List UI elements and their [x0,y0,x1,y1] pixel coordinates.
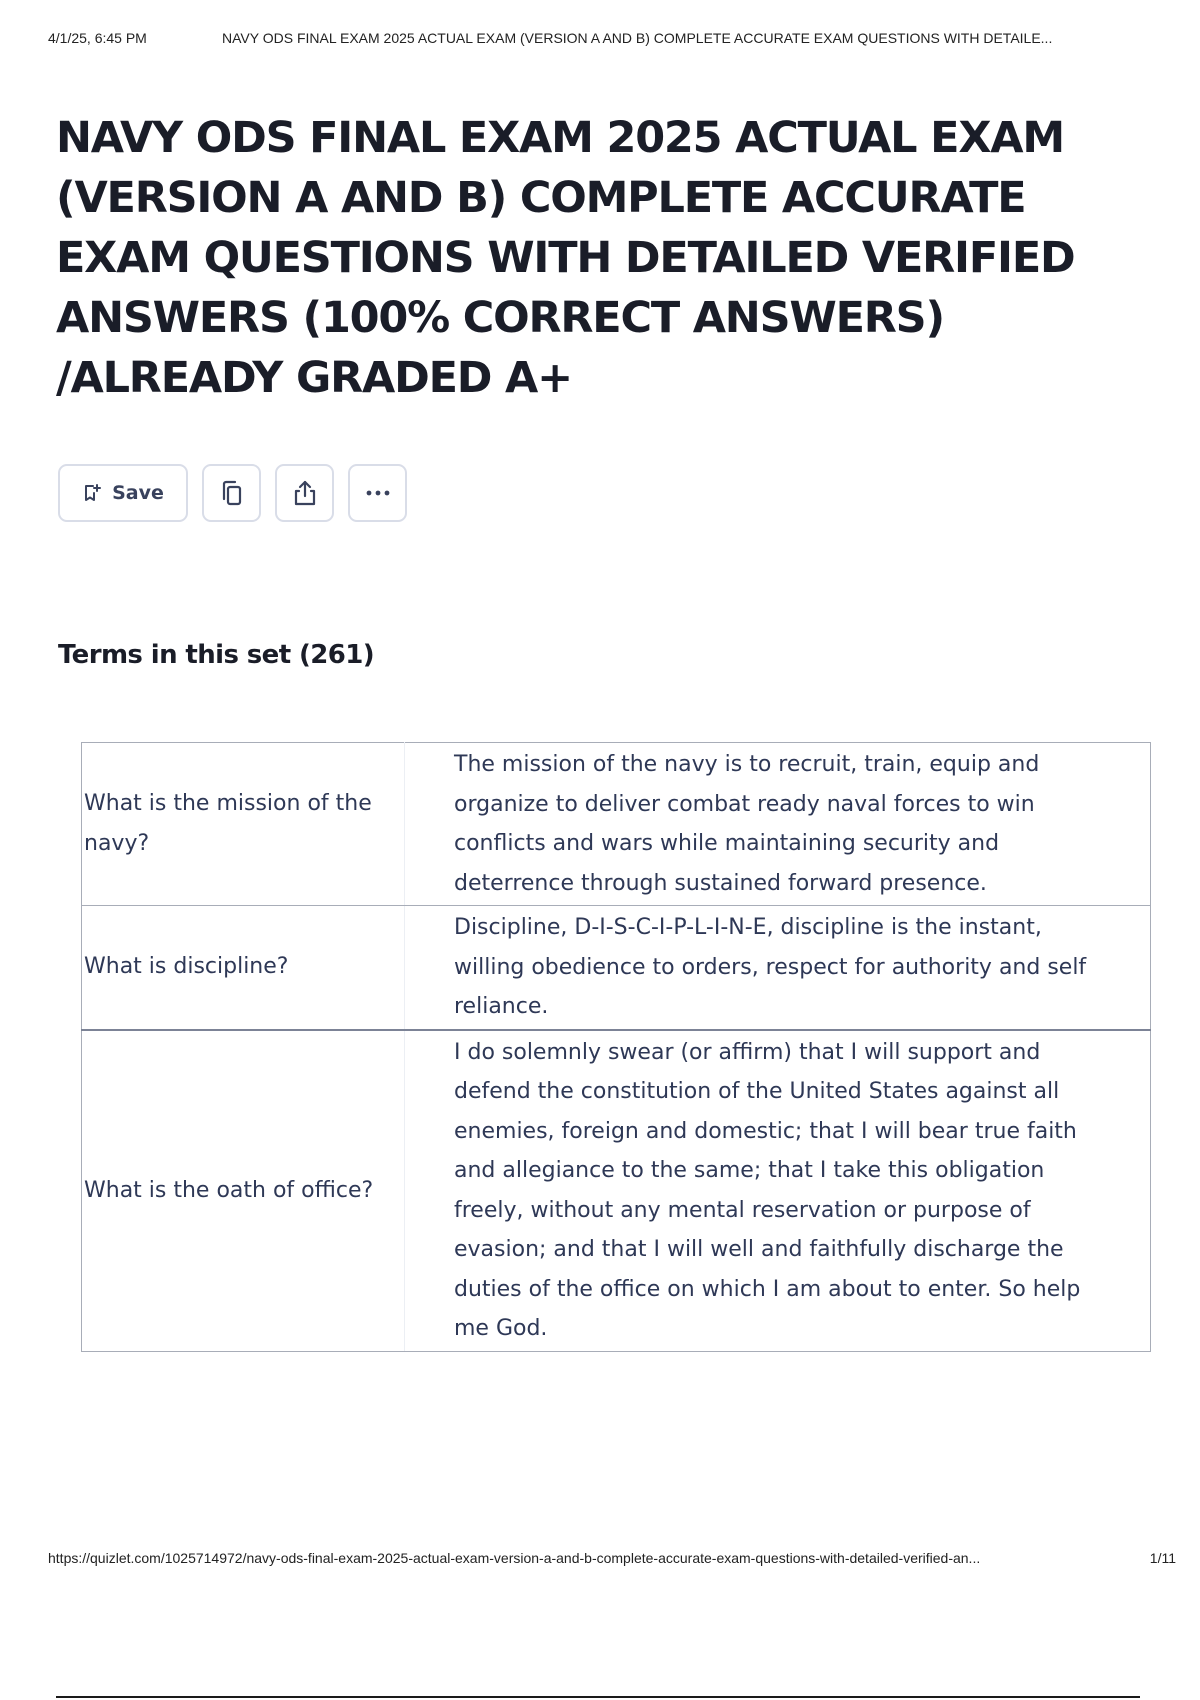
term-row [82,906,1151,1030]
share-icon [291,479,319,507]
copy-button[interactable] [202,464,261,522]
print-header [48,30,1176,50]
more-icon [365,489,391,497]
share-button[interactable] [275,464,334,522]
page-indicator: 1/11 [1149,1550,1176,1566]
definition-cell: Discipline, D-I-S-C-I-P-L-I-N-E, discipline is the instant, willing obedience to orders, respect for authority and self reliance. [405,906,1151,1030]
page-url: https://quizlet.com/1025714972/navy-ods-final-exam-2025-actual-exam-version-a-and-b-complete-accurate-exam-questions-with-detailed-verified-an... [48,1550,981,1566]
print-footer [48,1550,1176,1570]
terms-table [81,742,1151,1352]
page-title: NAVY ODS FINAL EXAM 2025 ACTUAL EXAM (VERSION A AND B) COMPLETE ACCURATE EXAM QUESTIONS WITH DETAILED VERIFIED ANSWERS (100% CORRECT ANSWERS) /ALREADY GRADED A+ [56,113,1075,403]
terms-heading: Terms in this set (261) [58,640,375,670]
save-button[interactable] [58,464,188,522]
print-page-title: NAVY ODS FINAL EXAM 2025 ACTUAL EXAM (VERSION A AND B) COMPLETE ACCURATE EXAM QUESTIONS WITH DETAILE... [222,30,1053,46]
action-bar [58,464,407,522]
term-cell: What is the mission of the navy? [82,743,405,906]
bookmark-add-icon [82,483,102,503]
copy-icon [219,479,245,507]
term-row [82,743,1151,906]
term-cell: What is the oath of office? [82,1030,405,1352]
print-date: 4/1/25, 6:45 PM [48,30,147,46]
definition-cell: I do solemnly swear (or affirm) that I will support and defend the constitution of the United States against all enemies, foreign and domestic; that I will bear true faith and allegiance to the same; that I take this obligation freely, without any mental reservation or purpose of evasion; and that I will well and faithfully discharge the duties of the office on which I am about to enter. So help me God. [405,1030,1151,1352]
term-row [82,1030,1151,1352]
definition-cell: The mission of the navy is to recruit, train, equip and organize to deliver combat ready naval forces to win conflicts and wars while maintaining security and deterrence through sustained forward presence. [405,743,1151,906]
page-divider [56,1696,1140,1698]
term-cell: What is discipline? [82,906,405,1030]
more-options-button[interactable] [348,464,407,522]
save-button-label: Save [112,482,164,504]
